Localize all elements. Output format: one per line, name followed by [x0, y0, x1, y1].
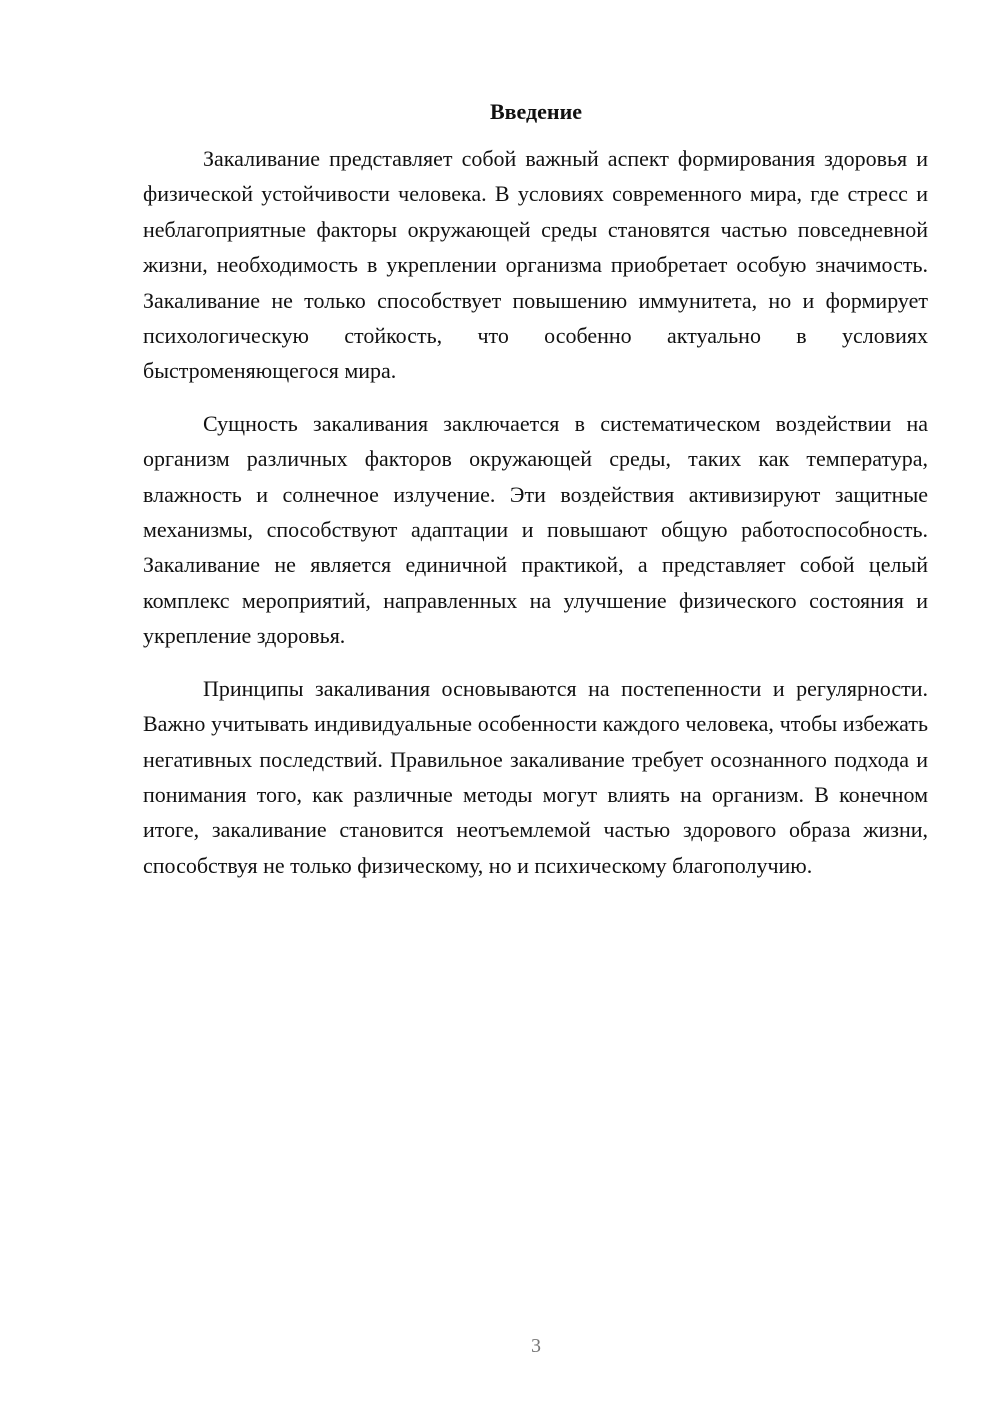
- paragraph-1: Закаливание представляет собой важный аспект формирования здоровья и физической устойчивости человека. В условиях современного мира, где стресс и неблагоприятные факторы окружающей среды становятся частью повседневной жизни, необходимость в укреплении организма приобретает особую значимость. Закаливание не только способствует повышению иммунитета, но и формирует психологическую стойкость, что особенно актуально в условиях быстроменяющегося мира.: [143, 146, 928, 384]
- page-number: 3: [531, 1335, 541, 1357]
- section-heading: Введение: [489, 99, 583, 124]
- paragraph-2: Сущность закаливания заключается в систематическом воздействии на организм различных факторов окружающей среды, таких как температура, влажность и солнечное излучение. Эти воздействия активизируют защитные механизмы, способствуют адаптации и повышают общую работоспособность. Закаливание не является единичной практикой, а представляет собой целый комплекс мероприятий, направленных на улучшение физического состояния и укрепление здоровья.: [143, 410, 928, 649]
- body-text: [143, 141, 928, 900]
- paragraph-3: Принципы закаливания основываются на постепенности и регулярности. Важно учитывать индивидуальные особенности каждого человека, чтобы избежать негативных последствий. Правильное закаливание требует осознанного подхода и понимания того, как различные методы могут влиять на организм. В конечном итоге, закаливание становится неотъемлемой частью здорового образа жизни, способствуя не только физическому, но и психическому благополучию.: [143, 675, 928, 878]
